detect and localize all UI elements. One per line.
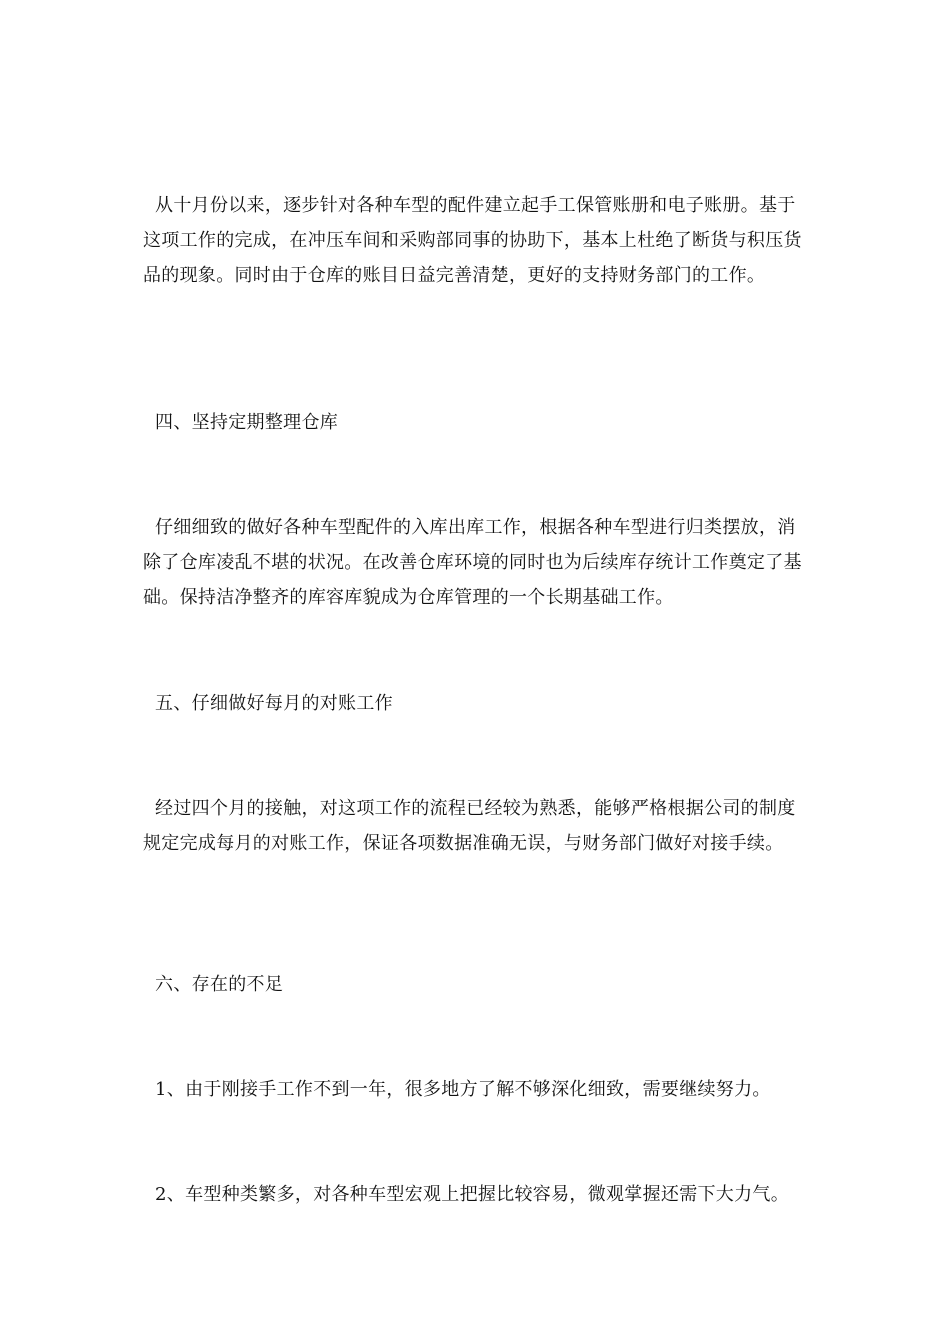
section-heading-warehouse-organizing: 四、坚持定期整理仓库	[143, 412, 339, 433]
paragraph-warehouse-organizing: 仔细细致的做好各种车型配件的入库出库工作，根据各种车型进行归类摆放，消除了仓库凌乱不堪的状况。在改善仓库环境的同时也为后续库存统计工作奠定了基础。保持洁净整齐的库容库貌成为仓库管理的一个长期基础工作。	[143, 517, 802, 608]
paragraph-monthly-reconciliation: 经过四个月的接触，对这项工作的流程已经较为熟悉，能够严格根据公司的制度规定完成每月的对账工作，保证各项数据准确无误，与财务部门做好对接手续。	[143, 798, 796, 854]
list-item-shortcoming-2: 2、车型种类繁多，对各种车型宏观上把握比较容易，微观掌握还需下大力气。	[143, 1184, 789, 1205]
paragraph-ledger-setup: 从十月份以来，逐步针对各种车型的配件建立起手工保管账册和电子账册。基于这项工作的完成，在冲压车间和采购部同事的协助下，基本上杜绝了断货与积压货品的现象。同时由于仓库的账目日益完善清楚，更好的支持财务部门的工作。	[143, 195, 802, 286]
list-item-shortcoming-1: 1、由于刚接手工作不到一年，很多地方了解不够深化细致，需要继续努力。	[143, 1079, 771, 1100]
section-heading-monthly-reconciliation: 五、仔细做好每月的对账工作	[143, 693, 393, 714]
section-heading-shortcomings: 六、存在的不足	[143, 974, 284, 995]
